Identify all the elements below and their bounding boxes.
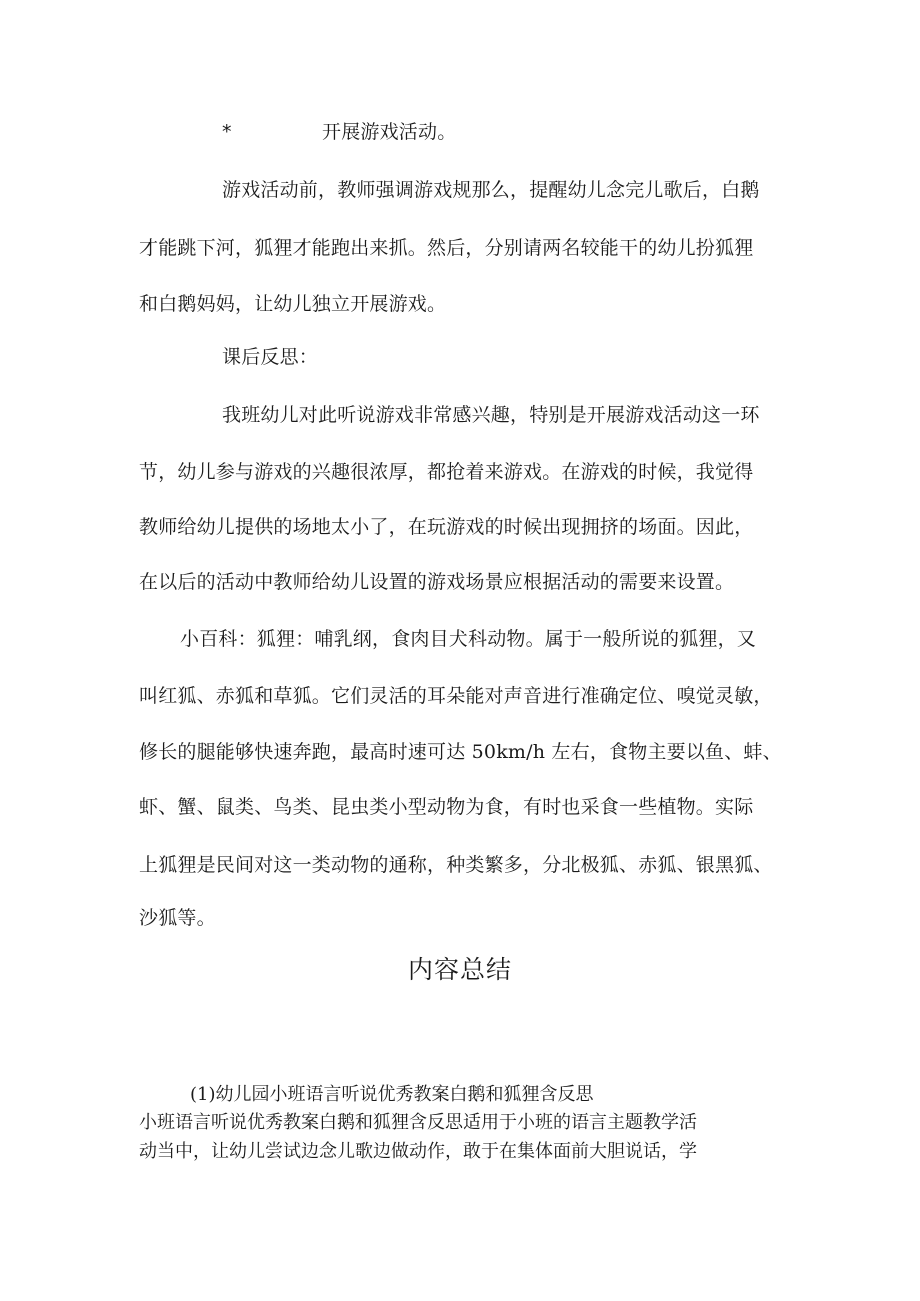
summary-line: 动当中，让幼儿尝试边念儿歌边做动作，敢于在集体面前大胆说话，学 bbox=[139, 1141, 697, 1162]
paragraph-line: 我班幼儿对此听说游戏非常感兴趣，特别是开展游戏活动这一环 bbox=[222, 404, 760, 426]
summary-line: 小班语言听说优秀教案白鹅和狐狸含反思适用于小班的语言主题教学活 bbox=[139, 1112, 697, 1133]
paragraph-line: 小百科：狐狸：哺乳纲，食肉目犬科动物。属于一般所说的狐狸，又 bbox=[180, 628, 757, 650]
section-title: 开展游戏活动。 bbox=[322, 121, 457, 143]
reflection-heading: 课后反思： bbox=[222, 346, 319, 368]
bullet-star: * bbox=[222, 121, 232, 143]
paragraph-line: 才能跳下河，狐狸才能跑出来抓。然后，分别请两名较能干的幼儿扮狐狸 bbox=[139, 237, 754, 259]
paragraph-line: 在以后的活动中教师给幼儿设置的游戏场景应根据活动的需要来设置。 bbox=[139, 571, 735, 593]
summary-item-title: (1)幼儿园小班语言听说优秀教案白鹅和狐狸含反思 bbox=[190, 1084, 594, 1105]
paragraph-line: 沙狐等。 bbox=[139, 907, 216, 929]
paragraph-line: 和白鹅妈妈，让幼儿独立开展游戏。 bbox=[139, 293, 447, 315]
summary-heading: 内容总结 bbox=[407, 955, 512, 984]
paragraph-line: 游戏活动前，教师强调游戏规那么，提醒幼儿念完儿歌后，白鹅 bbox=[222, 179, 760, 201]
paragraph-line: 节，幼儿参与游戏的兴趣很浓厚，都抢着来游戏。在游戏的时候，我觉得 bbox=[139, 461, 754, 483]
paragraph-line: 叫红狐、赤狐和草狐。它们灵活的耳朵能对声音进行准确定位、嗅觉灵敏， bbox=[139, 685, 773, 707]
paragraph-line: 教师给幼儿提供的场地太小了，在玩游戏的时候出现拥挤的场面。因此， bbox=[139, 516, 754, 538]
paragraph-line: 修长的腿能够快速奔跑，最高时速可达 50km/h 左右，食物主要以鱼、蚌、 bbox=[139, 741, 782, 763]
paragraph-line: 上狐狸是民间对这一类动物的通称，种类繁多，分北极狐、赤狐、银黑狐、 bbox=[139, 854, 773, 876]
paragraph-line: 虾、蟹、鼠类、鸟类、昆虫类小型动物为食，有时也采食一些植物。实际 bbox=[139, 796, 754, 818]
